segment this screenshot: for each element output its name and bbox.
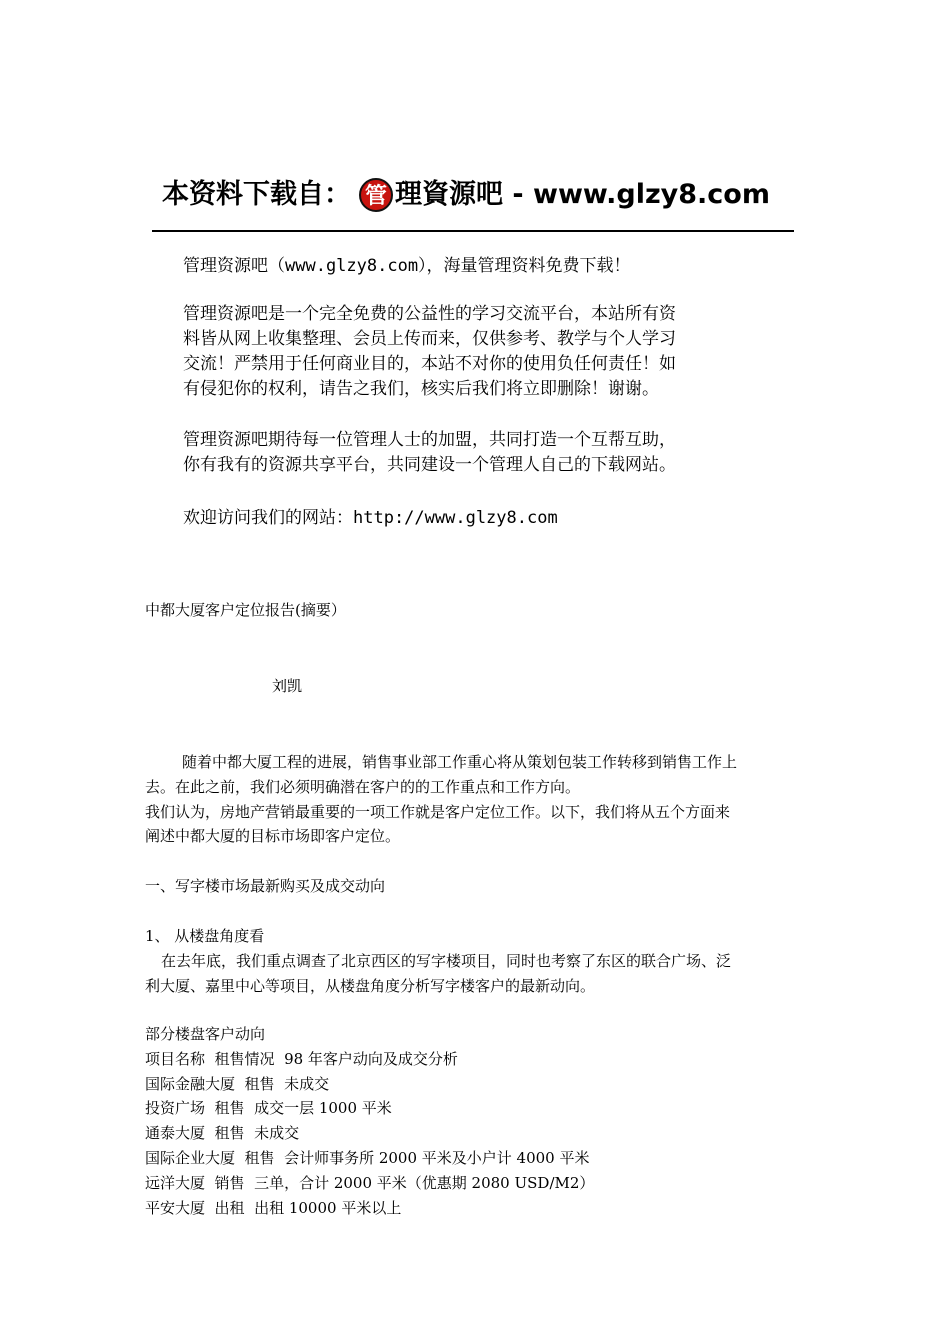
- list-item: 国际金融大厦 租售 未成交: [145, 1074, 330, 1093]
- banner-prefix: 本资料下载自：: [162, 179, 351, 210]
- download-banner: [152, 168, 794, 234]
- intro-line: 交流！严禁用于任何商业目的，本站不对你的使用负任何责任！如: [183, 354, 676, 374]
- intro-line: 管理资源吧是一个完全免费的公益性的学习交流平台，本站所有资: [183, 304, 676, 324]
- section-1-title: 一、写字楼市场最新购买及成交动向: [145, 877, 386, 895]
- body-line: 随着中都大厦工程的进展，销售事业部工作重心将从策划包装工作转移到销售工作上: [182, 753, 738, 771]
- list-item: 项目名称 租售情况 98 年客户动向及成交分析: [145, 1049, 458, 1068]
- list-item: 远洋大厦 销售 三单，合计 2000 平米（优惠期 2080 USD/M2）: [145, 1173, 595, 1192]
- subsection: [145, 924, 807, 998]
- list-item: 通泰大厦 租售 未成交: [145, 1124, 300, 1143]
- project-list: [145, 1022, 807, 1220]
- banner-title: [162, 178, 770, 212]
- intro-line: 你有我有的资源共享平台，共同建设一个管理人自己的下载网站。: [183, 455, 676, 475]
- body-line: 阐述中都大厦的目标市场即客户定位。: [145, 827, 401, 846]
- report-title: 中都大厦客户定位报告(摘要）: [145, 601, 346, 619]
- banner-site-name: 理資源吧: [395, 179, 503, 210]
- intro-line: 管理资源吧（www.glzy8.com），海量管理资料免费下载！: [183, 256, 631, 276]
- banner-url[interactable]: - www.glzy8.com: [503, 179, 770, 210]
- intro-disclaimer: [183, 302, 783, 402]
- body-line: 利大厦、嘉里中心等项目，从楼盘角度分析写字楼客户的最新动向。: [145, 976, 596, 995]
- doc-author: [272, 674, 934, 699]
- body-line: 在去年底，我们重点调查了北京西区的写字楼项目，同时也考察了东区的联合广场、泛: [161, 951, 732, 970]
- section-heading: [145, 874, 807, 899]
- author-name: 刘凯: [272, 677, 303, 695]
- subsection-1-title: 1、 从楼盘角度看: [145, 927, 265, 945]
- intro-line: 有侵犯你的权利，请告之我们，核实后我们将立即删除！谢谢。: [183, 379, 659, 399]
- list-item: 平安大厦 出租 出租 10000 平米以上: [145, 1198, 402, 1217]
- body-line: 去。在此之前，我们必须明确潜在客户的的工作重点和工作方向。: [145, 777, 581, 796]
- intro-line: 管理资源吧期待每一位管理人士的加盟，共同打造一个互帮互助，: [183, 430, 676, 450]
- site-logo-icon: 管: [359, 178, 393, 212]
- banner-divider: [152, 230, 794, 232]
- intro-visit: [183, 506, 783, 531]
- body-line: 我们认为，房地产营销最重要的一项工作就是客户定位工作。以下，我们将从五个方面来: [145, 802, 731, 821]
- doc-title: [145, 598, 807, 623]
- list-item: 国际企业大厦 租售 会计师事务所 2000 平米及小户计 4000 平米: [145, 1148, 590, 1167]
- intro-invitation: [183, 428, 783, 478]
- intro-line: 料皆从网上收集整理、会员上传而来，仅供参考、教学与个人学习: [183, 329, 676, 349]
- list-item: 投资广场 租售 成交一层 1000 平米: [145, 1099, 392, 1118]
- intro-block: [183, 254, 783, 279]
- visit-link[interactable]: 欢迎访问我们的网站：http://www.glzy8.com: [183, 508, 558, 528]
- doc-body-1: [145, 750, 807, 849]
- list-title: 部分楼盘客户动向: [145, 1025, 266, 1043]
